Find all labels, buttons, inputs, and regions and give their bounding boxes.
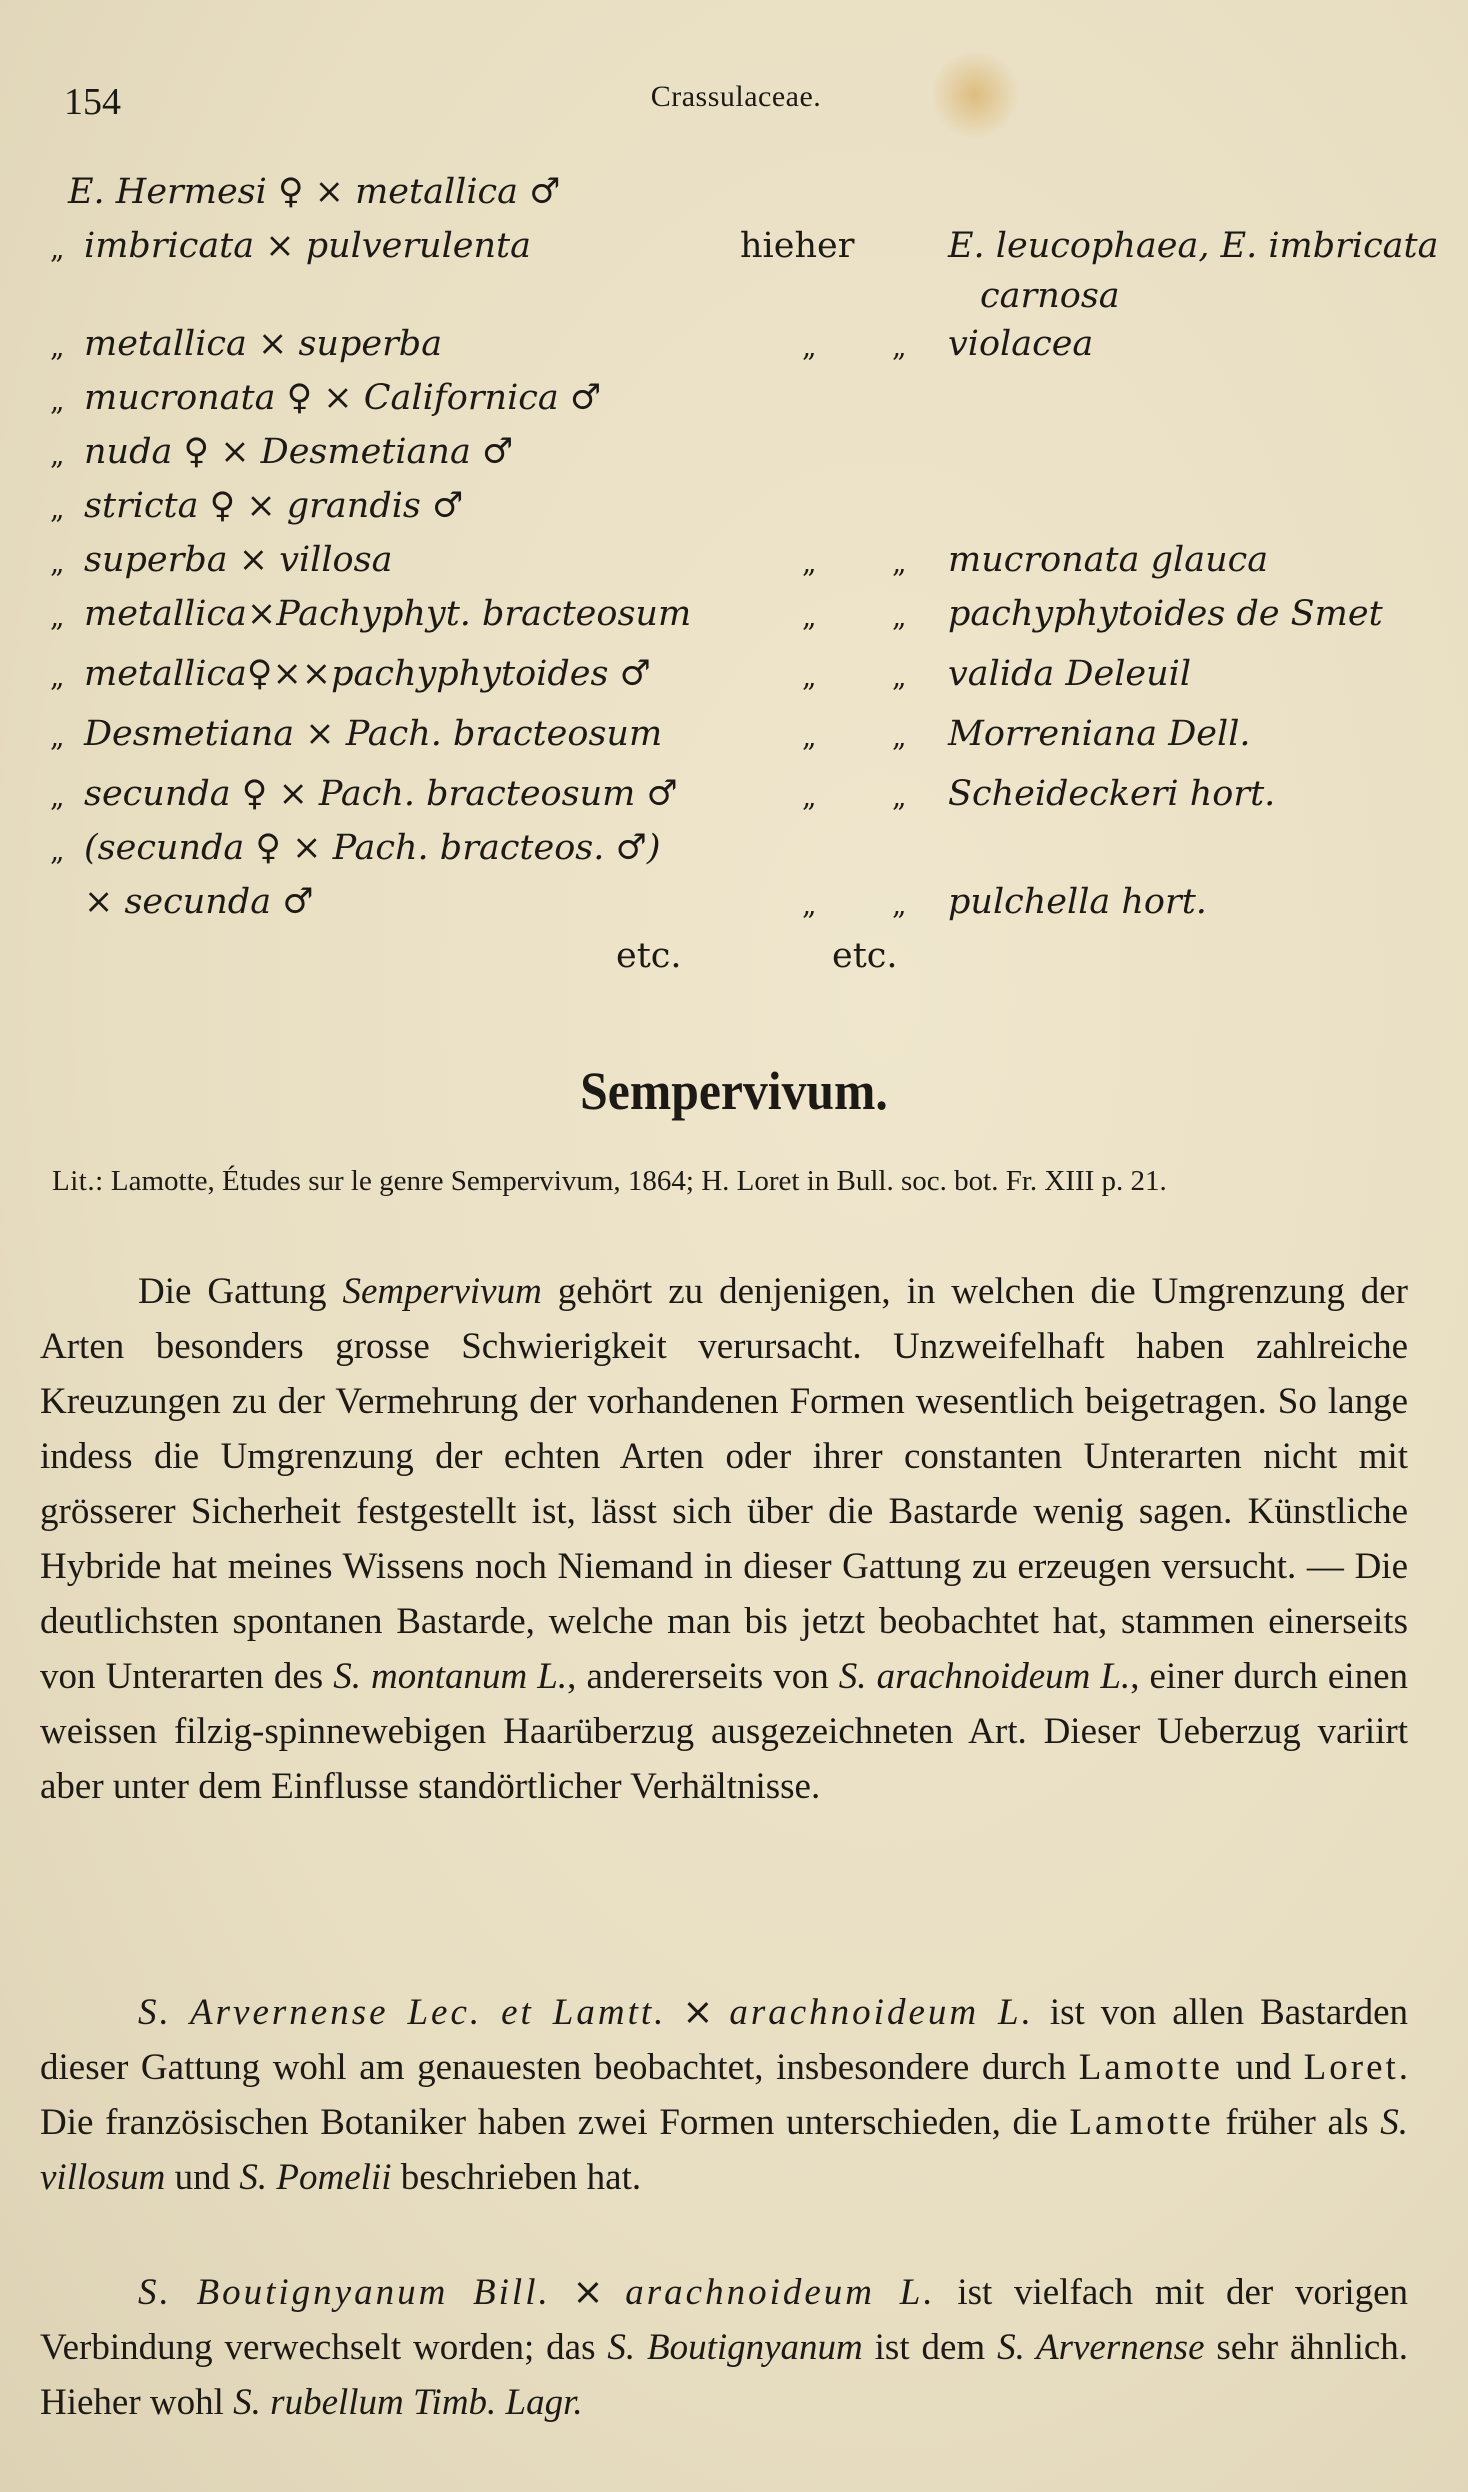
hybrid-formula: superba ⨯ villosa [84,540,393,580]
para1-text-c: gehört zu denjenigen, in welchen die Umgrenzung der Arten besonders grosse Schwierigkeit verursacht. Unzweifelhaft haben zahlreiche Kreuzungen zu der Vermehrung der vorhandenen Formen wesentlich beigetragen. So lange indess die Umgrenzung der echten Arten oder ihrer constanten Unterarten nicht mit grösserer Sicherheit festgestellt ist, lässt sich über die Bastarde wenig sagen. Künstliche Hybride hat meines Wissens noch Niemand in dieser Gattung zu erzeugen versucht. — Die deutlichsten spontanen Bastarde, welche man bis jetzt beobachtet hat, stammen einerseits von Unterarten des [40,1271,1408,1697]
paragraph-2 [40,1985,1408,2205]
ditto-mark: „ [802,660,817,693]
para2-species-pomelii: S. Pomelii [239,2157,392,2198]
hybrid-synonym: Scheideckeri hort. [948,774,1276,814]
hybrid-synonym: violacea [948,324,1094,364]
para2-text-l: und [174,2157,231,2198]
ditto-mark: „ [50,546,65,579]
ditto-mark: „ [892,600,907,633]
para1-text-a: Die Gattung [138,1271,327,1312]
ditto-mark: „ [50,492,65,525]
hybrid-row [50,882,1430,936]
literature-label: Lit.: [52,1165,104,1197]
hybrid-row [50,324,1430,378]
ditto-mark: „ [50,232,65,265]
para1-species-arachnoideum: S. arachnoideum L. [838,1656,1131,1697]
hybrid-formula: metallica⨯Pachyphyt. bracteosum [84,594,692,634]
ditto-mark: „ [892,546,907,579]
ditto-mark: „ [50,330,65,363]
ditto-mark: „ [50,384,65,417]
hybrid-formula: stricta ♀ ⨯ grandis ♂ [84,486,464,526]
para2-species-arvernense: S. Arvernense Lec. et Lamtt. [138,1992,667,2033]
para2-text-n: beschrieben hat. [400,2157,642,2198]
ditto-mark: „ [50,720,65,753]
hybrid-row [50,714,1430,774]
para2-text-d: ist von allen Bastarden dieser Gattung wohl am genauesten beobachtet, insbesondere durch [40,1992,1409,2088]
hybrid-formula: mucronata ♀ ⨯ Californica ♂ [84,378,602,418]
para3-text-f: ist dem [874,2327,986,2368]
para2-text-h: . Die französischen Botaniker haben zwei Formen unterschieden, die [40,2047,1409,2143]
hybrid-row [50,378,1430,432]
ditto-mark: „ [802,888,817,921]
para3-cross: ⨯ [572,2272,604,2313]
ditto-mark: „ [802,780,817,813]
para2-author-loret: Loret [1303,2047,1399,2088]
hybrid-row [50,774,1430,828]
paragraph-1 [40,1264,1408,1814]
hybrid-formula: nuda ♀ ⨯ Desmetiana ♂ [84,432,514,472]
hybrid-synonym: E. leucophaea, E. imbricata [948,226,1439,266]
hybrid-row [50,654,1430,714]
hybrid-formula: metallica♀⨯⨯pachyphytoides ♂ [84,654,651,694]
ditto-mark: „ [50,600,65,633]
para2-text-f: und [1235,2047,1292,2088]
hybrid-row [50,594,1430,654]
para3-species-rubellum: S. rubellum Timb. Lagr. [233,2382,583,2423]
hieher-label: hieher [740,226,855,266]
hybrid-synonym: Morreniana Dell. [948,714,1251,754]
hybrid-synonym: mucronata glauca [948,540,1269,580]
ditto-mark: „ [892,330,907,363]
ditto-mark: „ [802,330,817,363]
hybrid-synonym-continued: carnosa [980,276,1120,316]
etc-row [50,936,1430,1000]
literature-text: Lamotte, Études sur le genre Sempervivum, 1864; H. Loret in Bull. soc. bot. Fr. XIII p. 21. [110,1165,1167,1197]
hybrid-list [50,172,1439,1000]
ditto-mark: „ [802,720,817,753]
literature-reference [52,1157,1412,1205]
para2-species-villosum: S. villosum [40,2102,1409,2198]
ditto-mark: „ [802,600,817,633]
hybrid-row [50,172,1430,226]
para1-genus: Sempervivum [342,1271,542,1312]
page-number: 154 [64,81,121,123]
section-title: Sempervivum. [580,1061,888,1121]
para2-author-lamotte: Lamotte [1078,2047,1223,2088]
para2-author-lamotte-2: Lamotte [1069,2102,1214,2143]
hybrid-formula: secunda ♀ ⨯ Pach. bracteosum ♂ [84,774,678,814]
hybrid-row [50,486,1430,540]
hybrid-formula: imbricata ⨯ pulverulenta [84,226,531,266]
running-head: Crassulaceae. [650,80,822,113]
para3-species-boutignyanum: S. Boutignyanum Bill. [138,2272,551,2313]
hybrid-row [50,540,1430,594]
ditto-mark: „ [50,438,65,471]
para3-species-boutignyanum-2: S. Boutignyanum [607,2327,863,2368]
para2-species-arachnoideum: arachnoideum L. [729,1992,1034,2033]
para1-text-g: , einer durch einen weissen filzig-spinnewebigen Haarüberzug ausgezeichneten Art. Dieser Ueberzug variirt aber unter dem Einflusse standörtlicher Verhältnisse. [40,1656,1408,1807]
hybrid-row [50,226,1439,324]
para3-species-arvernense: S. Arvernense [997,2327,1205,2368]
ditto-mark: „ [892,780,907,813]
ditto-mark: „ [802,546,817,579]
para3-text-d: ist vielfach mit der vorigen Verbindung verwechselt worden; das [40,2272,1409,2368]
ditto-mark: „ [892,720,907,753]
etc-label: etc. [832,936,898,976]
ditto-mark: „ [50,780,65,813]
ditto-mark: „ [50,660,65,693]
hybrid-synonym: pulchella hort. [948,882,1207,922]
para2-text-j: früher als [1225,2102,1369,2143]
hybrid-synonym: valida Deleuil [948,654,1192,694]
para1-species-montanum: S. montanum L. [333,1656,568,1697]
ditto-mark: „ [50,834,65,867]
hybrid-row [50,432,1430,486]
para3-species-arachnoideum: arachnoideum L. [625,2272,936,2313]
hybrid-formula: E. Hermesi ♀ ⨯ metallica ♂ [68,172,561,212]
hybrid-formula: Desmetiana ⨯ Pach. bracteosum [84,714,663,754]
hybrid-formula: (secunda ♀ ⨯ Pach. bracteos. ♂) [84,828,661,868]
para3-text-h: sehr ähnlich. Hieher wohl [40,2327,1409,2423]
ditto-mark: „ [892,660,907,693]
para1-text-e: , andererseits von [567,1656,829,1697]
page-header [64,80,1408,130]
hybrid-formula: ⨯ secunda ♂ [84,882,314,922]
paragraph-3 [40,2265,1408,2430]
etc-label: etc. [616,936,682,976]
ditto-mark: „ [892,888,907,921]
hybrid-formula: metallica ⨯ superba [84,324,443,364]
hybrid-synonym: pachyphytoides de Smet [948,594,1383,634]
hybrid-row [50,828,1430,882]
para2-cross: ⨯ [682,1992,714,2033]
